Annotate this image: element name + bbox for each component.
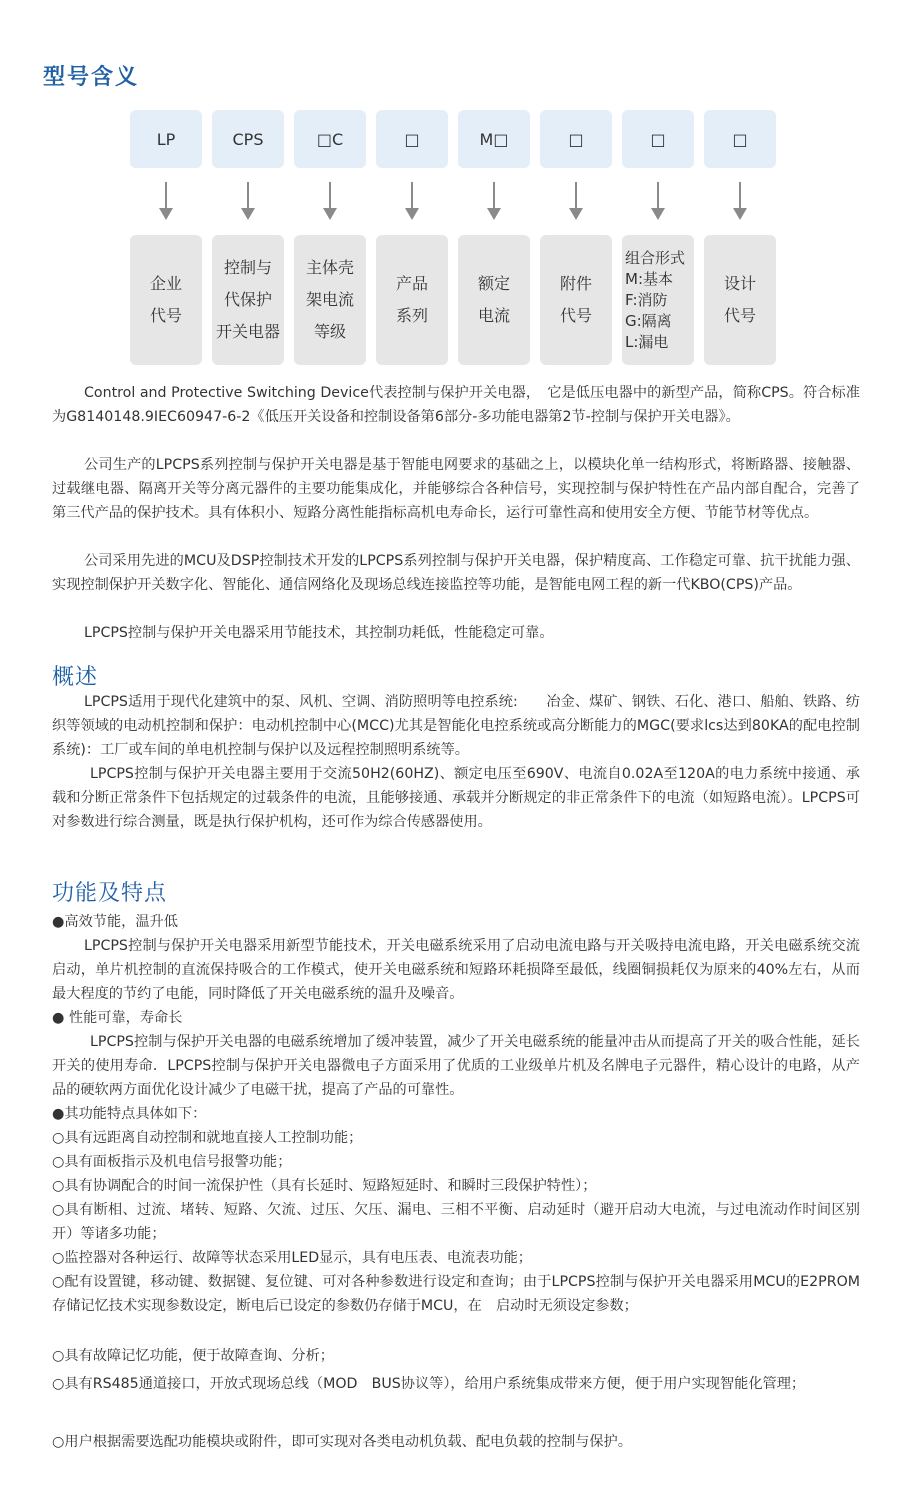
feature-heading: ● 性能可靠，寿命长: [52, 1010, 183, 1026]
feature-paragraph: LPCPS控制与保护开关电器的电磁系统增加了缓冲装置，减少了开关电磁系统的能量冲击从而提高了开关的吸合性能，延长开关的使用寿命．LPCPS控制与保护开关电器微电子方面采用了优质的工业级单片机及名牌电子元器件，精心设计的电路，从产品的硬软两方面优化设计减少了电磁干扰，提高了产品的可靠性。: [52, 1034, 860, 1098]
section-title-features: 功能及特点: [52, 881, 168, 906]
desc-box: 产品 系列: [376, 235, 448, 365]
intro-paragraph: Control and Protective Switching Device代表控制与保护开关电器， 它是低压电器中的新型产品，简称CPS。符合标准为G8140148.9IEC60947-6-2《低压开关设备和控制设备第6部分-多功能电器第2节-控制与保护开关电器》。: [52, 385, 860, 425]
desc-box: 额定 电流: [458, 235, 530, 365]
feature-heading: ●其功能特点具体如下：: [52, 1106, 207, 1122]
intro-paragraph: LPCPS控制与保护开关电器采用节能技术，其控制功耗低，性能稳定可靠。: [84, 625, 554, 641]
arrow-down-icon: [404, 182, 420, 222]
arrow-down-icon: [158, 182, 174, 222]
code-box: □C: [294, 110, 366, 168]
feature-item: ○监控器对各种运行、故障等状态采用LED显示，具有电压表、电流表功能；: [52, 1250, 532, 1266]
arrow-down-icon: [240, 182, 256, 222]
arrow-down-icon: [650, 182, 666, 222]
code-box: CPS: [212, 110, 284, 168]
feature-item: ○具有RS485通道接口，开放式现场总线（MOD BUS协议等），给用户系统集成带来方便，便于用户实现智能化管理；: [52, 1376, 806, 1392]
arrow-down-icon: [732, 182, 748, 222]
arrow-down-icon: [322, 182, 338, 222]
feature-heading: ●高效节能，温升低: [52, 914, 178, 930]
desc-box: 控制与 代保护 开关电器: [212, 235, 284, 365]
feature-item: ○具有远距离自动控制和就地直接人工控制功能；: [52, 1130, 363, 1146]
arrow-down-icon: [568, 182, 584, 222]
section-title-model: 型号含义: [43, 65, 140, 90]
feature-item: ○具有断相、过流、堵转、短路、欠流、过压、欠压、漏电、三相不平衡、启动延时（避开启动大电流，与过电流动作时间区别开）等诸多功能；: [52, 1202, 860, 1242]
intro-paragraph: 公司采用先进的MCU及DSP控制技术开发的LPCPS系列控制与保护开关电器，保护精度高、工作稳定可靠、抗干扰能力强、实现控制保护开关数字化、智能化、通信网络化及现场总线连接监控等功能，是智能电网工程的新一代KBO(CPS)产品。: [52, 553, 860, 593]
feature-item: ○具有协调配合的时间一流保护性（具有长延时、短路短延时、和瞬时三段保护特性）；: [52, 1178, 597, 1194]
section-title-overview: 概述: [52, 665, 99, 690]
feature-paragraph: LPCPS控制与保护开关电器采用新型节能技术，开关电磁系统采用了启动电流电路与开关吸持电流电路，开关电磁系统交流启动，单片机控制的直流保持吸合的工作模式，使开关电磁系统和短路环耗损降至最低，线圈铜损耗仅为原来的40%左右，从而最大程度的节约了电能，同时降低了开关电磁系统的温升及噪音。: [52, 938, 860, 1002]
overview-paragraph: LPCPS控制与保护开关电器主要用于交流50H2(60HZ)、额定电压至690V、电流自0.02A至120A的电力系统中接通、承载和分断正常条件下包括规定的过载条件的电流，且能够接通、承载并分断规定的非正常条件下的电流（如短路电流）。LPCPS可对参数进行综合测量，既是执行保护机构，还可作为综合传感器使用。: [52, 766, 860, 830]
code-box: M□: [458, 110, 530, 168]
code-box: □: [376, 110, 448, 168]
desc-box: 组合形式 M:基本 F:消防 G:隔离 L:漏电: [622, 235, 694, 365]
feature-item: ○具有故障记忆功能，便于故障查询、分析；: [52, 1348, 334, 1364]
feature-item: ○用户根据需要选配功能模块或附件，即可实现对各类电动机负载、配电负载的控制与保护。: [52, 1434, 632, 1450]
desc-box: 主体壳 架电流 等级: [294, 235, 366, 365]
desc-box: 附件 代号: [540, 235, 612, 365]
feature-item: ○配有设置键，移动键、数据键、复位键、可对各种参数进行设定和查询；由于LPCPS控制与保护开关电器采用MCU的E2PROM存储记忆技术实现参数设定，断电后已设定的参数仍存储于MCU，在 启动时无须设定参数；: [52, 1274, 860, 1314]
code-box: LP: [130, 110, 202, 168]
code-box: □: [704, 110, 776, 168]
arrow-down-icon: [486, 182, 502, 222]
overview-paragraph: LPCPS适用于现代化建筑中的泵、风机、空调、消防照明等电控系统: 冶金、煤矿、钢铁、石化、港口、船舶、铁路、纺织等领域的电动机控制和保护：电动机控制中心(MCC)尤其是智能化电控系统或高分断能力的MGC(要求lcs达到80KA的配电控制系统)：工厂或车间的单电机控制与保护以及远程控制照明系统等。: [52, 694, 860, 758]
desc-box: 设计 代号: [704, 235, 776, 365]
feature-item: ○具有面板指示及机电信号报警功能；: [52, 1154, 292, 1170]
intro-paragraph: 公司生产的LPCPS系列控制与保护开关电器是基于智能电网要求的基础之上，以模块化单一结构形式，将断路器、接触器、过载继电器、隔离开关等分离元器件的主要功能集成化，并能够综合各种信号，实现控制与保护特性在产品内部自配合，完善了第三代产品的保护技术。具有体积小、短路分离性能指标高机电寿命长，运行可靠性高和使用安全方便、节能节材等优点。: [52, 457, 860, 521]
desc-box: 企业 代号: [130, 235, 202, 365]
code-box: □: [540, 110, 612, 168]
code-box: □: [622, 110, 694, 168]
